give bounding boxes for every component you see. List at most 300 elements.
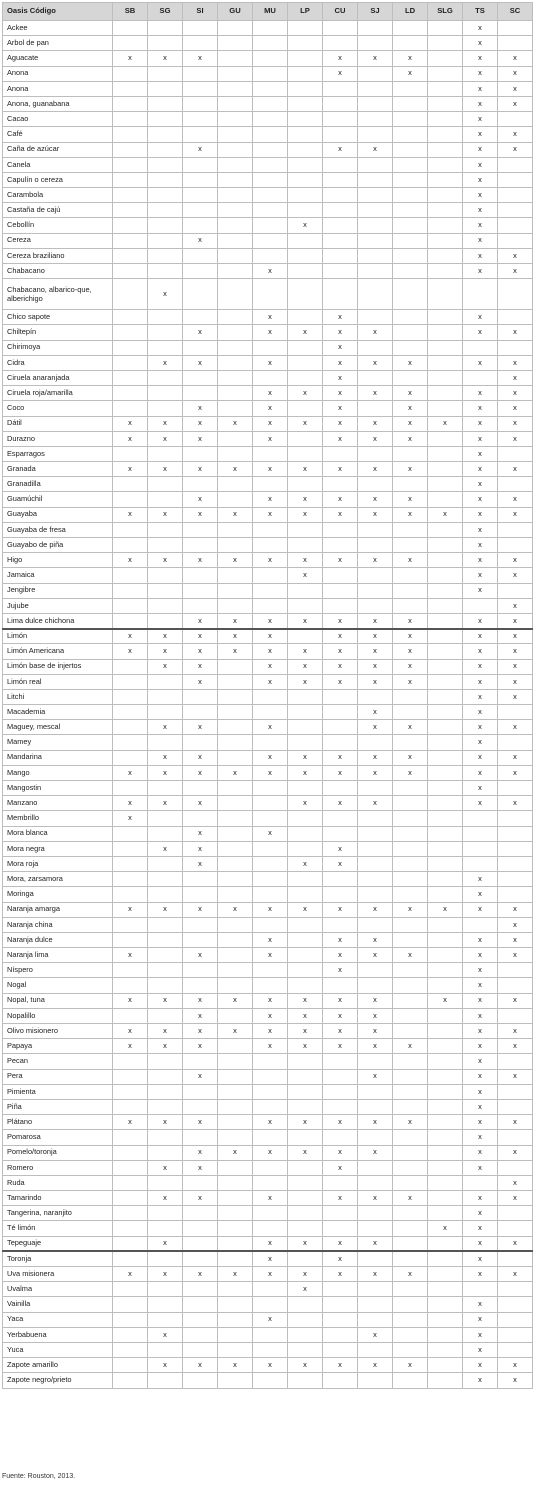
presence-cell: x	[358, 416, 393, 431]
table-row	[3, 1024, 533, 1039]
presence-cell	[218, 340, 253, 355]
crop-name: Naranja lima	[3, 948, 113, 963]
table-row	[3, 1008, 533, 1023]
source-note: Fuente: Rouston, 2013.	[2, 1473, 76, 1480]
presence-cell	[148, 705, 183, 720]
presence-cell: x	[393, 386, 428, 401]
presence-cell: x	[463, 568, 498, 583]
presence-cell	[393, 1221, 428, 1236]
presence-cell: x	[428, 1221, 463, 1236]
presence-cell	[183, 1206, 218, 1221]
presence-cell	[323, 1221, 358, 1236]
presence-cell	[358, 188, 393, 203]
presence-cell: x	[253, 1145, 288, 1160]
presence-cell	[358, 96, 393, 111]
presence-cell: x	[358, 1039, 393, 1054]
presence-cell: x	[323, 948, 358, 963]
presence-cell	[393, 1282, 428, 1297]
presence-cell	[253, 188, 288, 203]
presence-cell: x	[253, 644, 288, 659]
presence-cell	[323, 720, 358, 735]
presence-cell: x	[288, 462, 323, 477]
presence-cell: x	[498, 902, 533, 917]
presence-cell	[498, 978, 533, 993]
presence-cell	[148, 948, 183, 963]
presence-cell	[288, 1084, 323, 1099]
presence-cell	[393, 279, 428, 310]
table-row	[3, 401, 533, 416]
presence-cell	[428, 872, 463, 887]
presence-cell: x	[288, 416, 323, 431]
presence-cell: x	[463, 978, 498, 993]
presence-cell	[428, 522, 463, 537]
presence-cell	[323, 1130, 358, 1145]
presence-cell	[463, 811, 498, 826]
crop-name: Limón base de injertos	[3, 659, 113, 674]
presence-cell	[148, 1130, 183, 1145]
presence-cell	[498, 112, 533, 127]
presence-cell	[428, 188, 463, 203]
presence-cell: x	[253, 492, 288, 507]
presence-cell	[253, 1160, 288, 1175]
presence-cell	[253, 538, 288, 553]
crop-name: Café	[3, 127, 113, 142]
presence-cell: x	[393, 948, 428, 963]
presence-cell: x	[463, 188, 498, 203]
presence-cell	[428, 1008, 463, 1023]
table-row	[3, 1236, 533, 1251]
presence-cell	[358, 917, 393, 932]
column-header: SG	[148, 3, 183, 21]
table-row	[3, 568, 533, 583]
presence-cell	[288, 157, 323, 172]
table-row	[3, 1206, 533, 1221]
presence-cell	[183, 386, 218, 401]
presence-cell: x	[253, 431, 288, 446]
presence-cell	[428, 568, 463, 583]
presence-cell	[358, 279, 393, 310]
crop-name: Cereza	[3, 233, 113, 248]
presence-cell: x	[148, 1115, 183, 1130]
presence-cell	[218, 1191, 253, 1206]
presence-cell: x	[498, 401, 533, 416]
presence-cell	[148, 887, 183, 902]
table-row	[3, 811, 533, 826]
presence-cell: x	[463, 264, 498, 279]
presence-cell	[148, 112, 183, 127]
presence-cell: x	[253, 1191, 288, 1206]
presence-cell: x	[323, 1115, 358, 1130]
presence-cell	[498, 1130, 533, 1145]
table-row	[3, 127, 533, 142]
presence-cell	[183, 218, 218, 233]
presence-cell	[393, 370, 428, 385]
presence-cell: x	[288, 674, 323, 689]
presence-cell	[498, 218, 533, 233]
presence-cell	[113, 492, 148, 507]
presence-cell	[113, 735, 148, 750]
presence-cell	[428, 446, 463, 461]
presence-cell	[393, 477, 428, 492]
presence-cell	[358, 826, 393, 841]
presence-cell	[393, 1297, 428, 1312]
column-header: TS	[463, 3, 498, 21]
presence-cell	[113, 887, 148, 902]
presence-cell	[463, 279, 498, 310]
table-row	[3, 36, 533, 51]
presence-cell	[428, 1342, 463, 1357]
presence-cell: x	[183, 796, 218, 811]
presence-cell	[428, 248, 463, 263]
presence-cell: x	[288, 1358, 323, 1373]
crop-name: Lima dulce chichona	[3, 613, 113, 628]
presence-cell: x	[183, 1024, 218, 1039]
presence-cell: x	[323, 841, 358, 856]
crop-name: Uva misionera	[3, 1267, 113, 1282]
presence-cell	[323, 1312, 358, 1327]
presence-cell: x	[358, 765, 393, 780]
crop-name: Mango	[3, 765, 113, 780]
presence-cell	[393, 538, 428, 553]
presence-cell	[323, 887, 358, 902]
presence-cell	[498, 811, 533, 826]
table-row	[3, 1191, 533, 1206]
presence-cell	[288, 1327, 323, 1342]
presence-cell	[288, 598, 323, 613]
presence-cell	[498, 188, 533, 203]
presence-cell	[218, 21, 253, 36]
presence-cell: x	[358, 1145, 393, 1160]
presence-cell	[288, 355, 323, 370]
presence-cell	[498, 446, 533, 461]
presence-cell: x	[463, 310, 498, 325]
presence-cell: x	[428, 993, 463, 1008]
presence-cell: x	[253, 416, 288, 431]
presence-cell	[323, 583, 358, 598]
presence-cell	[393, 872, 428, 887]
presence-cell: x	[253, 765, 288, 780]
presence-cell: x	[253, 1115, 288, 1130]
presence-cell	[393, 917, 428, 932]
presence-cell	[393, 1069, 428, 1084]
presence-cell: x	[463, 1099, 498, 1114]
presence-cell: x	[288, 1236, 323, 1251]
table-row	[3, 932, 533, 947]
presence-cell	[148, 1312, 183, 1327]
presence-cell	[183, 477, 218, 492]
presence-cell	[393, 856, 428, 871]
crop-name: Níspero	[3, 963, 113, 978]
presence-cell: x	[323, 1160, 358, 1175]
presence-cell	[218, 401, 253, 416]
column-header: SJ	[358, 3, 393, 21]
presence-cell: x	[288, 796, 323, 811]
table-row	[3, 1115, 533, 1130]
presence-cell	[393, 310, 428, 325]
presence-cell	[428, 51, 463, 66]
presence-cell	[428, 765, 463, 780]
presence-cell	[358, 689, 393, 704]
presence-cell: x	[148, 1191, 183, 1206]
presence-cell	[183, 1312, 218, 1327]
column-header: SI	[183, 3, 218, 21]
presence-cell: x	[463, 644, 498, 659]
table-row	[3, 598, 533, 613]
presence-cell	[253, 917, 288, 932]
presence-cell	[113, 370, 148, 385]
presence-cell	[113, 96, 148, 111]
presence-cell: x	[253, 1039, 288, 1054]
presence-cell	[218, 1175, 253, 1190]
presence-cell	[148, 264, 183, 279]
presence-cell: x	[253, 826, 288, 841]
presence-cell	[288, 127, 323, 142]
presence-cell	[498, 963, 533, 978]
presence-cell	[218, 598, 253, 613]
presence-cell: x	[218, 902, 253, 917]
presence-cell	[358, 218, 393, 233]
presence-cell	[148, 917, 183, 932]
crop-name: Ciruela anaranjada	[3, 370, 113, 385]
presence-cell	[288, 917, 323, 932]
presence-cell: x	[253, 674, 288, 689]
presence-cell	[218, 1084, 253, 1099]
presence-cell	[183, 81, 218, 96]
table-row	[3, 963, 533, 978]
presence-cell	[218, 1236, 253, 1251]
presence-cell	[218, 264, 253, 279]
table-row	[3, 644, 533, 659]
presence-cell: x	[463, 1327, 498, 1342]
presence-cell: x	[113, 1115, 148, 1130]
presence-cell	[393, 568, 428, 583]
presence-cell	[183, 446, 218, 461]
presence-cell: x	[218, 1358, 253, 1373]
presence-cell	[428, 1039, 463, 1054]
presence-cell	[148, 36, 183, 51]
presence-cell	[323, 1282, 358, 1297]
table-row	[3, 1282, 533, 1297]
presence-cell	[323, 172, 358, 187]
presence-cell	[253, 705, 288, 720]
presence-cell	[218, 1221, 253, 1236]
presence-cell	[323, 279, 358, 310]
presence-cell	[113, 689, 148, 704]
crop-name: Piña	[3, 1099, 113, 1114]
presence-cell: x	[323, 492, 358, 507]
presence-cell	[253, 127, 288, 142]
table-row	[3, 1251, 533, 1266]
presence-cell	[253, 51, 288, 66]
table-row	[3, 142, 533, 157]
presence-cell	[253, 522, 288, 537]
presence-cell	[323, 96, 358, 111]
presence-cell: x	[288, 325, 323, 340]
presence-cell	[288, 1054, 323, 1069]
presence-cell	[113, 1221, 148, 1236]
presence-cell: x	[288, 856, 323, 871]
presence-cell	[253, 66, 288, 81]
presence-cell: x	[183, 233, 218, 248]
presence-cell: x	[323, 325, 358, 340]
presence-cell	[358, 112, 393, 127]
crop-name: Ruda	[3, 1175, 113, 1190]
presence-cell	[113, 750, 148, 765]
presence-cell	[358, 264, 393, 279]
presence-cell: x	[393, 902, 428, 917]
presence-cell: x	[463, 492, 498, 507]
presence-cell: x	[463, 233, 498, 248]
presence-cell	[498, 841, 533, 856]
presence-cell	[148, 157, 183, 172]
presence-cell	[148, 963, 183, 978]
presence-cell: x	[463, 431, 498, 446]
crop-name: Chabacano, albarico-que, alberichigo	[3, 279, 113, 310]
presence-cell	[393, 887, 428, 902]
presence-cell: x	[148, 1024, 183, 1039]
presence-cell	[183, 340, 218, 355]
presence-cell: x	[358, 1327, 393, 1342]
table-row	[3, 902, 533, 917]
presence-cell	[498, 279, 533, 310]
presence-cell	[428, 583, 463, 598]
presence-cell: x	[113, 993, 148, 1008]
presence-cell: x	[288, 765, 323, 780]
presence-cell: x	[463, 1084, 498, 1099]
presence-cell	[113, 157, 148, 172]
presence-cell: x	[463, 1358, 498, 1373]
presence-cell	[218, 568, 253, 583]
presence-cell	[323, 112, 358, 127]
presence-cell	[113, 1191, 148, 1206]
presence-cell	[288, 310, 323, 325]
presence-cell	[183, 36, 218, 51]
presence-cell	[253, 1054, 288, 1069]
presence-cell	[148, 781, 183, 796]
crop-name: Pecan	[3, 1054, 113, 1069]
crop-name: Pomelo/toronja	[3, 1145, 113, 1160]
presence-cell	[183, 112, 218, 127]
presence-cell: x	[463, 720, 498, 735]
presence-cell	[323, 522, 358, 537]
presence-cell	[428, 21, 463, 36]
presence-cell: x	[358, 1024, 393, 1039]
crop-name: Guamúchil	[3, 492, 113, 507]
presence-cell: x	[463, 36, 498, 51]
crop-name: Limón Americana	[3, 644, 113, 659]
presence-cell: x	[288, 613, 323, 628]
presence-cell	[218, 355, 253, 370]
presence-cell: x	[358, 796, 393, 811]
presence-cell	[148, 978, 183, 993]
presence-cell: x	[183, 765, 218, 780]
presence-cell	[218, 1373, 253, 1388]
presence-cell	[113, 21, 148, 36]
presence-cell: x	[113, 1267, 148, 1282]
crop-name: Vainilla	[3, 1297, 113, 1312]
presence-cell: x	[498, 765, 533, 780]
presence-cell: x	[463, 218, 498, 233]
presence-cell	[428, 1206, 463, 1221]
presence-cell	[253, 887, 288, 902]
presence-cell	[253, 21, 288, 36]
presence-cell	[358, 568, 393, 583]
presence-cell: x	[288, 1039, 323, 1054]
presence-cell: x	[183, 750, 218, 765]
presence-cell	[323, 872, 358, 887]
presence-cell	[218, 446, 253, 461]
presence-cell: x	[498, 264, 533, 279]
presence-cell: x	[498, 1358, 533, 1373]
crop-name: Jamaica	[3, 568, 113, 583]
presence-cell: x	[183, 325, 218, 340]
presence-cell	[148, 233, 183, 248]
presence-cell	[428, 157, 463, 172]
presence-cell	[463, 856, 498, 871]
presence-cell: x	[288, 902, 323, 917]
presence-cell	[113, 1069, 148, 1084]
presence-cell	[113, 386, 148, 401]
presence-cell	[148, 1221, 183, 1236]
presence-cell	[113, 127, 148, 142]
presence-cell: x	[358, 1267, 393, 1282]
table-row	[3, 841, 533, 856]
presence-cell	[428, 81, 463, 96]
presence-cell	[498, 538, 533, 553]
presence-cell	[218, 386, 253, 401]
presence-cell: x	[183, 1160, 218, 1175]
presence-cell: x	[428, 416, 463, 431]
presence-cell: x	[253, 553, 288, 568]
presence-cell	[253, 856, 288, 871]
presence-cell: x	[463, 765, 498, 780]
presence-cell	[253, 978, 288, 993]
crop-name: Tepeguaje	[3, 1236, 113, 1251]
presence-cell: x	[148, 720, 183, 735]
presence-cell	[428, 644, 463, 659]
presence-cell	[288, 1191, 323, 1206]
presence-cell	[288, 948, 323, 963]
presence-cell	[113, 659, 148, 674]
presence-cell: x	[498, 507, 533, 522]
presence-cell	[393, 1024, 428, 1039]
presence-cell	[498, 172, 533, 187]
presence-cell	[253, 872, 288, 887]
presence-cell: x	[498, 248, 533, 263]
presence-cell	[113, 340, 148, 355]
presence-cell	[113, 112, 148, 127]
presence-cell: x	[323, 856, 358, 871]
presence-cell: x	[393, 765, 428, 780]
presence-cell	[288, 1251, 323, 1266]
table-row	[3, 765, 533, 780]
presence-cell	[323, 1054, 358, 1069]
presence-cell	[428, 279, 463, 310]
presence-cell: x	[498, 1236, 533, 1251]
presence-cell: x	[253, 1008, 288, 1023]
presence-cell	[393, 446, 428, 461]
presence-cell	[498, 705, 533, 720]
crop-name: Tangerina, naranjito	[3, 1206, 113, 1221]
presence-cell: x	[358, 1236, 393, 1251]
presence-cell: x	[463, 1008, 498, 1023]
table-row	[3, 1084, 533, 1099]
crop-name: Olivo misionero	[3, 1024, 113, 1039]
presence-cell	[113, 264, 148, 279]
presence-cell	[393, 932, 428, 947]
presence-cell: x	[498, 629, 533, 644]
presence-cell	[323, 446, 358, 461]
